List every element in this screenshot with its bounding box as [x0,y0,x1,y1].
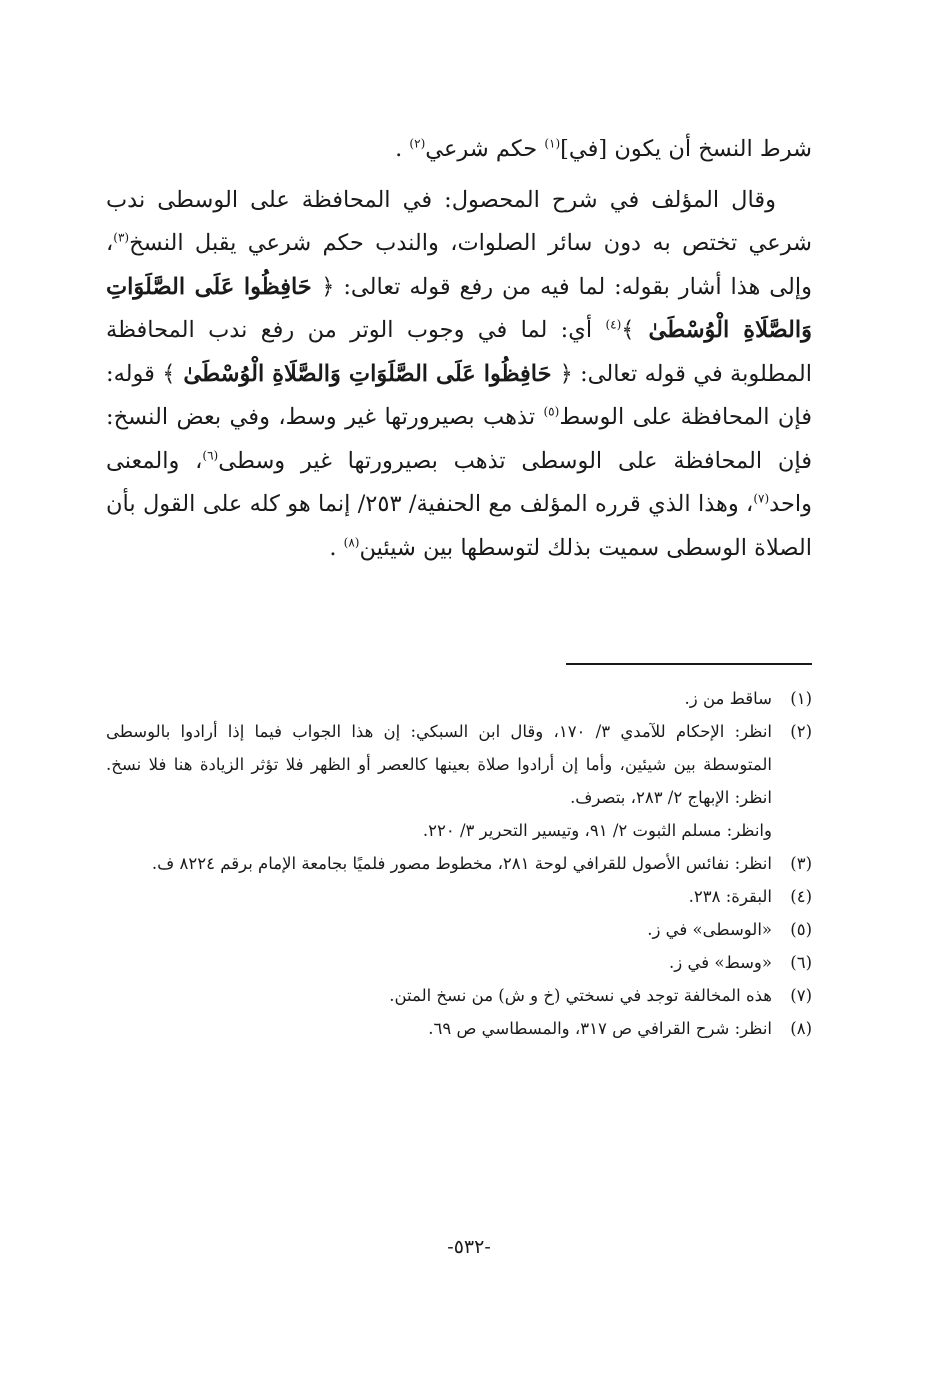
footnote-line: «وسط» في ز. [669,953,772,972]
quran-verse-text: حَافِظُوا عَلَى الصَّلَوَاتِ وَالصَّلَاةِ الْوُسْطَىٰ [183,360,552,387]
footnote-number: (٦) [790,953,812,972]
main-text-body [106,128,812,570]
footnote-text [106,880,772,913]
footnote-number: (٣) [790,854,812,873]
text-segment: وقال المؤلف في شرح المحصول: في المحافظة على الوسطى ندب شرعي تختص به دون سائر الصلوات، والندب حكم شرعي يقبل النسخ [106,186,812,256]
footnote-ref-1: (١) [544,136,561,151]
footnote-number: (٥) [790,920,812,939]
page-number: -٥٣٢- [447,1236,491,1258]
footnote-line: ساقط من ز. [684,689,772,708]
footnote-text [106,913,772,946]
paragraph-1 [106,128,812,172]
footnote-line: «الوسطى» في ز. [647,920,772,939]
footnote-text [106,979,772,1012]
paragraph-2 [106,179,812,571]
footnote-text [106,946,772,979]
text-segment: أي: لما في وجوب الوتر من رفع ندب المحافظة المطلوبة في قوله تعالى: [106,317,813,387]
text-segment: ، والمعنى واحد [106,447,812,517]
text-segment: حكم شرعي [425,136,545,162]
text-segment: تذهب بصيرورتها غير وسط، وفي بعض النسخ: فإن المحافظة على الوسطى تذهب بصيرورتها غير وسطى [106,404,812,474]
footnote-ref-4: (٤) [605,317,622,332]
footnote-line: هذه المخالفة توجد في نسختي (خ و ش) من نسخ المتن. [389,986,772,1005]
footnote-6 [106,946,812,979]
quran-verse-text: حَافِظُوا عَلَى الصَّلَوَاتِ وَالصَّلَاةِ الْوُسْطَىٰ [106,273,812,343]
footnote-4 [106,880,812,913]
footnote-text [106,847,772,880]
footnote-line: انظر: نفائس الأصول للقرافي لوحة ٢٨١، مخطوط مصور فلميًا بجامعة الإمام برقم ٨٢٢٤ ف. [151,854,772,873]
footnotes-section [106,682,812,1045]
footnote-line: انظر: الإحكام للآمدي ٣/ ١٧٠، وقال ابن السبكي: إن هذا الجواب فيما إذا أرادوا بالوسطى المتوسطة بين شيئين، وأما إن أرادوا صلاة بعينها كالعصر أو الظهر فلا تؤثر الزيادة هنا فلا نسخ. انظر: الإبهاج ٢/ ٢٨٣، بتصرف. [106,722,773,807]
footnote-ref-3: (٣) [113,230,130,245]
quran-bracket-close: ﴾ [162,360,176,387]
footnote-ref-2: (٢) [409,136,426,151]
footnote-1 [106,682,812,715]
footnote-line: انظر: شرح القرافي ص ٣١٧، والمسطاسي ص ٦٩. [428,1019,772,1038]
footnote-separator [566,663,812,665]
text-segment: . [329,534,344,561]
footnote-number: (٨) [790,1019,812,1038]
text-segment: ، وإلى هذا أشار بقوله: لما فيه من رفع قوله تعالى: [106,230,812,300]
footnote-ref-8: (٨) [343,535,360,549]
footnote-8 [106,1012,812,1045]
quran-bracket-close: ﴾ [621,317,635,343]
footnote-5 [106,913,812,946]
text-segment: ، وهذا الذي قرره المؤلف مع الحنفية/ ٢٥٣/ إنما هو كله على القول بأن الصلاة الوسطى سميت بذلك لتوسطها بين شيئين [106,491,812,561]
footnote-text [106,1012,772,1045]
text-segment: شرط النسخ أن يكون [في] [560,136,812,162]
text-segment: . [395,136,410,162]
quran-quote-2 [162,361,573,387]
footnote-2 [106,715,812,847]
footnote-text [106,682,772,715]
footnote-number: (١) [790,689,812,708]
footnote-line: البقرة: ٢٣٨. [688,887,772,906]
footnote-ref-6: (٦) [202,448,219,462]
footnote-number: (٧) [790,986,812,1005]
footnote-ref-7: (٧) [753,491,770,506]
quran-bracket-open: ﴿ [321,273,335,300]
footnote-text [106,715,772,847]
footnote-3 [106,847,812,880]
text-segment: قوله: فإن المحافظة على الوسط [106,360,812,430]
footnote-number: (٢) [790,722,812,741]
footnote-ref-5: (٥) [543,404,560,419]
footnote-7 [106,979,812,1012]
footnote-line: وانظر: مسلم الثبوت ٢/ ٩١، وتيسير التحرير ٣/ ٢٢٠. [422,821,772,840]
quran-bracket-open: ﴿ [559,360,573,387]
footnote-number: (٤) [790,887,812,906]
